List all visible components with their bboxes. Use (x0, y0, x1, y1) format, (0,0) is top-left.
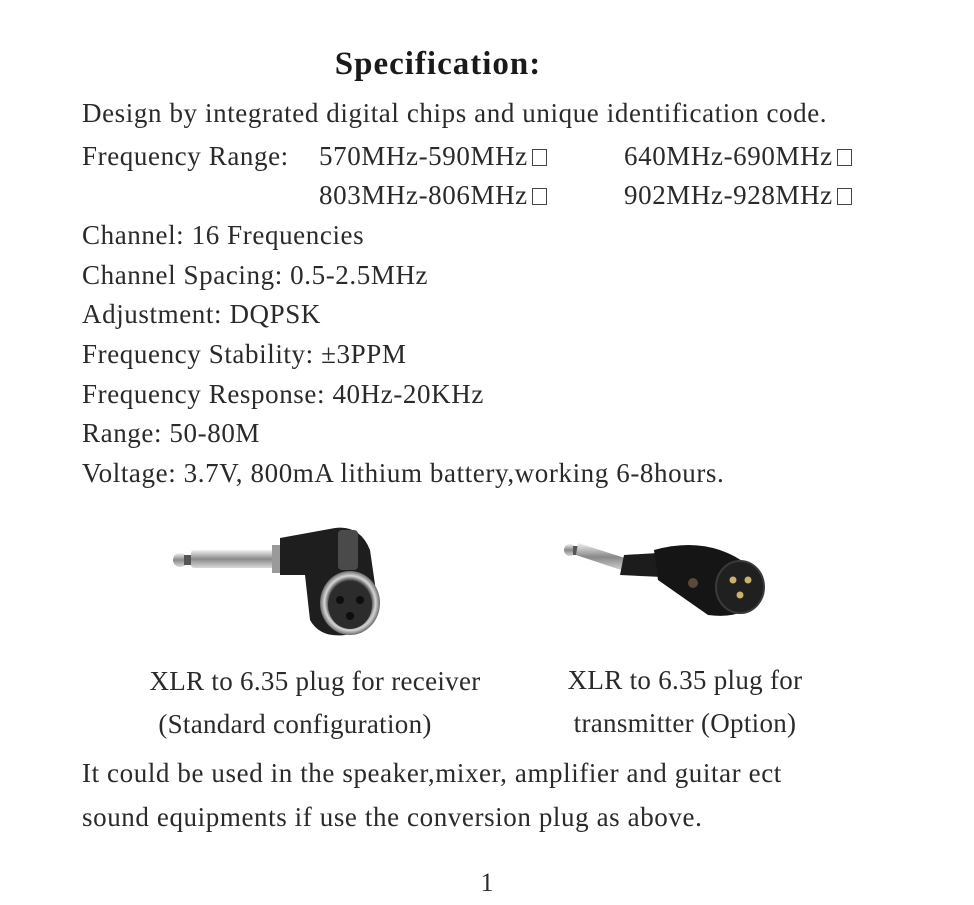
page-number: 1 (480, 868, 494, 897)
receiver-adapter-image (160, 510, 400, 650)
checkbox[interactable] (532, 188, 547, 205)
usage-note-line2: sound equipments if use the conversion plug as above. (82, 802, 703, 832)
spec-frequency-response: Frequency Response: 40Hz-20KHz (82, 379, 484, 409)
spec-adjustment: Adjustment: DQPSK (82, 299, 321, 329)
frequency-option-1 (319, 141, 547, 172)
checkbox[interactable] (837, 149, 852, 166)
spec-range: Range: 50-80M (82, 418, 261, 448)
frequency-option-label: 803MHz-806MHz (319, 180, 528, 210)
receiver-caption-line2: (Standard configuration) (158, 709, 432, 739)
spec-frequency-stability: Frequency Stability: ±3PPM (82, 339, 407, 369)
transmitter-caption-line2: transmitter (Option) (573, 708, 797, 738)
frequency-option-4 (624, 180, 852, 211)
spec-channel: Channel: 16 Frequencies (82, 220, 365, 250)
frequency-option-label: 902MHz-928MHz (624, 180, 833, 210)
page-title: Specification: (334, 46, 542, 82)
receiver-caption-line1: XLR to 6.35 plug for receiver (149, 666, 481, 696)
usage-note-line1: It could be used in the speaker,mixer, amplifier and guitar ect (82, 758, 782, 788)
transmitter-adapter-image (558, 525, 778, 630)
frequency-option-label: 640MHz-690MHz (624, 141, 833, 171)
checkbox[interactable] (837, 188, 852, 205)
frequency-option-label: 570MHz-590MHz (319, 141, 528, 171)
intro-text: Design by integrated digital chips and unique identification code. (82, 98, 828, 128)
spec-channel-spacing: Channel Spacing: 0.5-2.5MHz (82, 260, 429, 290)
transmitter-caption-line1: XLR to 6.35 plug for (567, 665, 803, 695)
checkbox[interactable] (532, 149, 547, 166)
frequency-option-3 (319, 180, 547, 211)
spec-voltage: Voltage: 3.7V, 800mA lithium battery,working 6-8hours. (82, 458, 725, 488)
frequency-range-label: Frequency Range: (82, 141, 289, 171)
frequency-option-2 (624, 141, 852, 172)
